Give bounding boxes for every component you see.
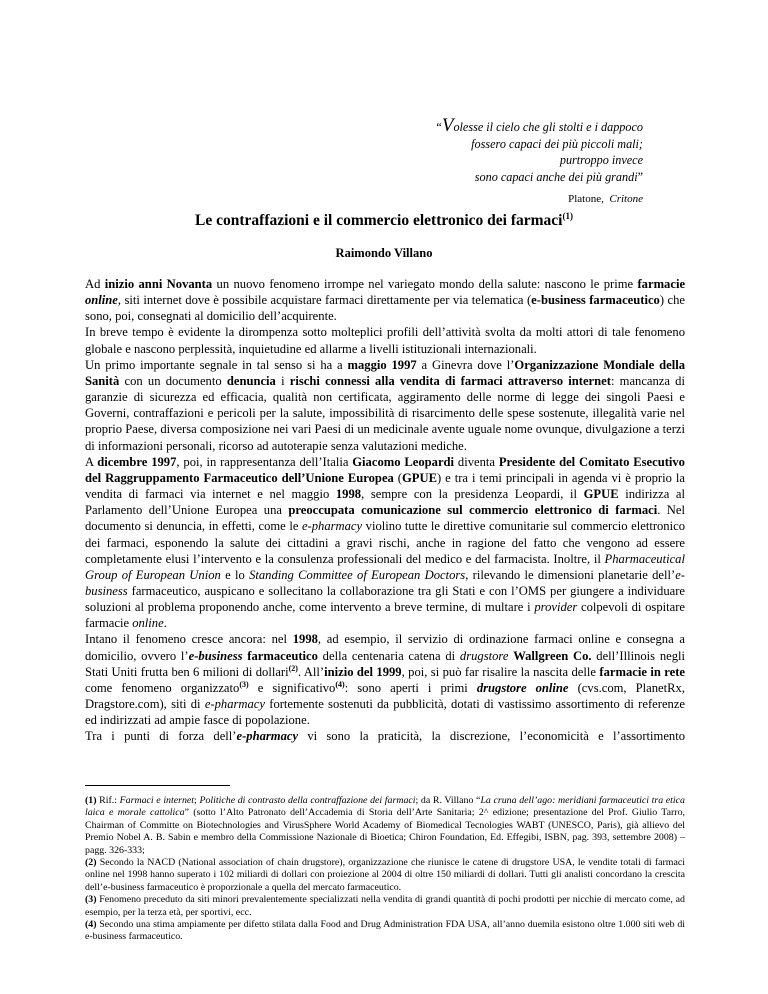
text-run: Tra i punti di forza dell’	[85, 729, 237, 744]
footnote-ref: (1)	[562, 211, 573, 221]
footnote-4	[85, 919, 685, 944]
text-run: e lo	[220, 567, 250, 582]
text-run: e significativo	[248, 680, 336, 695]
emphasis: 1998	[292, 632, 318, 647]
footnotes	[85, 795, 685, 944]
text-run: Intano il fenomeno cresce ancora: nel	[85, 632, 293, 647]
text-run: Fenomeno preceduto da siti minori prevalentemente specializzati nella vendita di grandi quantità di pochi prodotti per nicchie di mercato come, ad esempio, per la terza età, per sportivi, ecc.	[85, 894, 685, 918]
epigraph-text: olesse il cielo che gli stolti e i dappoco	[453, 120, 643, 134]
text-run: , ad esempio, il servizio di ordinazione farmaci online e consegna a domicilio, ovvero l’	[85, 632, 685, 663]
footnote-2	[85, 857, 685, 894]
footnote-number: (2)	[85, 857, 97, 869]
paragraph-4	[85, 454, 685, 632]
document-title	[0, 211, 768, 230]
emphasis: e-business farmaceutico	[531, 293, 660, 308]
emphasis: 1998	[335, 487, 362, 502]
emphasis: GPUE	[583, 487, 619, 502]
text-run: . All’	[297, 664, 325, 679]
footnote-ref: (3)	[239, 679, 249, 689]
paragraph-3	[85, 357, 685, 454]
emphasis: e-pharmacy	[236, 729, 299, 744]
italic-term: Politiche di contrasto della contraffazione dei farmaci	[199, 795, 416, 806]
text-run: , poi, si può far risalire la nascita delle	[401, 664, 600, 679]
paragraph-2: In breve tempo è evidente la dirompenza sotto molteplici profili dell’attività svolta da molti attori di tale fenomeno globale e nascono perplessità, inquietudine ed allarme a livelli istituzionali internazionali.	[85, 325, 685, 356]
text-run: , siti internet dove è possibile acquistare farmaci direttamente per via telematica (	[117, 293, 532, 308]
text-run: ” (sotto l’Alto Patronato dell’Accademia di Storia dell’Arte Sanitaria; 2^ edizione; presentazione del Prof. Giulio Tarro, Chairman of Committe on Biotechnologies and VirusSphere World Academy of Biomedical Tecnologies WABT (UNESCO, Paris), già allievo del Premio Nobel A. B. Sabin e membro della Commissione Nazionale di Bioetica; Chiron Foundation, Ed. Effegibi, ISBN, pag. 393, settembre 2008) – pagg. 326-333;	[85, 807, 685, 856]
emphasis: rischi connessi alla vendita di farmaci attraverso internet	[289, 373, 611, 388]
emphasis: farmacie in rete	[599, 664, 685, 679]
text-run: . Nel documento si denuncia, in effetti, come le	[85, 503, 685, 534]
text-run: A	[85, 454, 98, 469]
text-run: .	[163, 616, 167, 631]
text-run: a Ginevra dove l’	[416, 357, 515, 372]
footnote-1	[85, 795, 685, 857]
close-quote: ”	[637, 169, 643, 184]
italic-term: Standing Committee of European Doctors	[249, 567, 466, 582]
emphasis: farmacie	[637, 277, 686, 291]
text-run: colpevoli di ospitare farmacie	[85, 600, 685, 631]
paragraph-5	[85, 631, 685, 728]
epigraph	[435, 115, 643, 208]
italic-term: Farmaci e internet	[119, 795, 195, 806]
epigraph-line-3: purtroppo invece	[559, 153, 643, 167]
title-text: Le contraffazioni e il commercio elettronico dei farmaci	[195, 212, 563, 230]
footnote-number: (1)	[85, 795, 97, 806]
text-run: con un documento	[119, 373, 227, 388]
footnote-separator	[85, 785, 230, 786]
text-run: i	[275, 373, 290, 388]
emphasis: dicembre 1997	[97, 454, 177, 469]
italic-term: e-pharmacy	[301, 519, 363, 534]
italic-term: drugstore	[459, 648, 509, 663]
italic-term: online	[132, 616, 164, 631]
text-run: ;	[194, 795, 200, 806]
emphasis: Organizzazione Mondiale della Sanità	[85, 357, 685, 388]
text-run: (cvs.com, PlanetRx, Dragstore.com), siti di	[85, 680, 685, 712]
italic-term: provider	[534, 600, 578, 615]
text-run: vi sono la praticità, la discrezione, l’economicità e l’assortimento	[298, 729, 685, 744]
epigraph-line-4	[435, 169, 643, 186]
emphasis: drugstore online	[476, 680, 569, 695]
text-run: , sempre con la presidenza Leopardi, il	[361, 487, 584, 502]
footnote-number: (3)	[85, 894, 97, 906]
text-run: : mancanza di garanzie di sicurezza ed efficacia, qualità non certificata, aggiramento delle norme di legge dei singoli Paesi e Governi, contraffazioni e pericoli per la salute, impossibilità di risarcimento delle spese sostenute, illegalità varie nel proprio Paese, diversa composizione nei vari Paesi di un medicinale avente uguale nome ovunque, divulgazione a terzi di informazioni personali, ricorso ad autoterapie senza valutazioni mediche.	[85, 373, 685, 453]
text-run: violino tutte le direttive comunitarie sul commercio elettronico dei farmaci, esponendo la salute dei cittadini a gravi rischi, anche in ragione del fatto che vengono ad essere completamente elusi l’intervento e la consulenza professionali del medico e del farmacista. Inoltre, il	[85, 519, 685, 566]
paragraph-6	[85, 728, 685, 744]
emphasis: GPUE	[402, 470, 437, 485]
article-body	[85, 276, 685, 745]
footnote-ref: (2)	[288, 663, 298, 673]
epigraph-initial: V	[441, 115, 454, 136]
text-run: Ad	[85, 277, 105, 291]
emphasis: Presidente del Comitato Esecutivo del Raggruppamento Farmaceutico dell’Unione Europea	[85, 454, 685, 485]
epigraph-text: sono capaci anche dei più grandi	[474, 169, 638, 184]
text-run: Un primo importante segnale in tal senso si ha a	[85, 357, 348, 372]
emphasis: Wallgreen Co.	[513, 648, 592, 663]
text-run: un nuovo fenomeno irrompe nel variegato mondo della salute: nascono le prime	[212, 277, 638, 291]
text-run: ; da R. Villano “	[415, 795, 481, 806]
emphasis: inizio anni Novanta	[104, 277, 213, 291]
paragraph-1	[85, 276, 685, 324]
footnote-number: (4)	[85, 919, 97, 931]
italic-term: e-business	[85, 567, 685, 598]
italic-term: e-pharmacy	[204, 697, 265, 712]
text-run: diventa	[454, 454, 499, 469]
italic-term: Pharmaceutical Group of European Union	[85, 551, 685, 582]
epigraph-author: Platone,	[568, 193, 604, 205]
text-run: Secondo la NACD (National association of chain drugstore), organizzazione che riunisce le catene di drugstore USA, le vendite totali di farmaci online nel 1998 hanno superato i 102 miliardi di dollari con proiezione al 2004 di oltre 150 miliardi di dollari. Tutti gli analisti concordano la crescita dell’e-business farmaceutico è proporzionale a quella del mercato farmaceutico.	[85, 857, 685, 893]
emphasis: inizio del 1999	[324, 664, 402, 679]
text-run: ) che sono, poi, consegnati al domicilio dell’acquirente.	[85, 293, 685, 324]
text-run: dell’Illinois negli Stati Uniti frutta ben 6 milioni di dollari	[85, 648, 686, 679]
open-quote: “	[435, 120, 442, 134]
epigraph-attribution	[435, 191, 643, 208]
text-run: come fenomeno organizzato	[85, 680, 240, 695]
text-run: , rilevando le dimensioni planetarie dell’	[465, 567, 676, 582]
footnote-3	[85, 894, 685, 919]
text-run: fortemente sostenuti da pubblicità, dotati di vastissimo assortimento di referenze ed indirizzati ad ampie fasce di popolazione.	[85, 697, 686, 728]
text-run: , poi, in rappresentanza dell’Italia	[176, 454, 353, 469]
emphasis: online	[85, 293, 118, 308]
text-run: Secondo una stima ampiamente per difetto stilata dalla Food and Drug Administration FDA USA, all’anno duemila esistono oltre 1.000 siti web di e-business farmaceutico.	[85, 919, 685, 943]
text-run: farmaceutico, auspicano e sollecitano la collaborazione tra gli Stati e con l’OMS per giungere a individuare soluzioni al problema proponendo anche, come intervento a breve termine, di multare i	[85, 583, 685, 615]
emphasis: denuncia	[226, 373, 276, 388]
text-run: (	[393, 470, 403, 485]
text-run: ) e tra i temi principali in agenda vi è proprio la vendita di farmaci via internet e nel maggio	[85, 470, 685, 502]
epigraph-work: Critone	[609, 193, 643, 205]
text-run: : sono aperti i primi	[344, 680, 477, 695]
emphasis: farmaceutico	[242, 648, 318, 663]
epigraph-line-2: fossero capaci dei più piccoli mali;	[471, 136, 643, 151]
text-run: Rif.:	[96, 795, 120, 806]
italic-term: La cruna dell’ago: meridiani farmaceutici tra etica laica e morale cattolica	[85, 795, 685, 819]
emphasis: maggio 1997	[347, 357, 417, 372]
emphasis: e-business	[188, 648, 243, 663]
footnote-ref: (4)	[335, 679, 345, 689]
epigraph-line-1	[435, 115, 643, 136]
text-run: indirizza al Parlamento dell’Unione Europea una	[85, 487, 685, 518]
author-name: Raimondo Villano	[335, 246, 433, 260]
emphasis: preoccupata comunicazione sul commercio elettronico di farmaci	[288, 503, 658, 518]
emphasis: Giacomo Leopardi	[352, 454, 455, 469]
text-run: della centenaria catena di	[317, 648, 460, 663]
